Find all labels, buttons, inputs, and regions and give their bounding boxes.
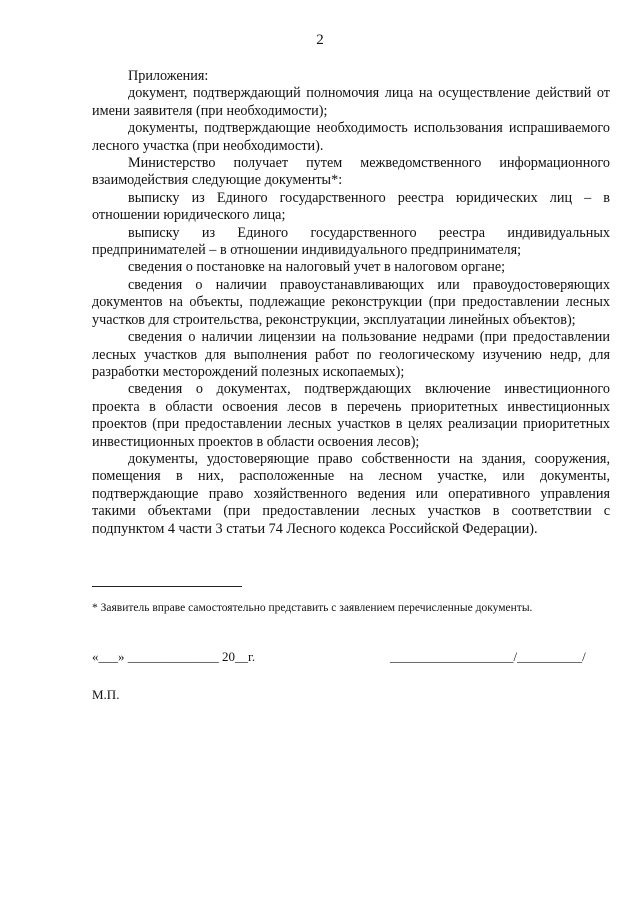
paragraph-entrepreneur-extract: выписку из Единого государственного реестра индивидуальных предпринимателей – в отношении индивидуального предпринимателя; <box>92 224 610 259</box>
paragraph-ownership-documents: документы, удостоверяющие право собственности на здания, сооружения, помещения в них, расположенные на лесном участке, или документы, подтверждающие право хозяйственного ведения или оперативного управления такими объектами (при предоставлении лесных участков в соответствии с подпунктом 4 части 3 статьи 74 Лесного кодекса Российской Федерации). <box>92 450 610 537</box>
signature-field: ___________________/__________/ <box>390 649 586 664</box>
paragraph-title-documents: сведения о наличии правоустанавливающих или правоудостоверяющих документов на объекты, подлежащие реконструкции (при предоставлении лесных участков для строительства, реконструкции, эксплуатации линейных объектов); <box>92 276 610 328</box>
paragraph-authority-document: документ, подтверждающий полномочия лица на осуществление действий от имени заявителя (при необходимости); <box>92 85 610 119</box>
footnote: * Заявитель вправе самостоятельно представить с заявлением перечисленные документы. <box>92 602 533 614</box>
page-number: 2 <box>316 32 324 48</box>
paragraph-subsoil-license: сведения о наличии лицензии на пользование недрами (при предоставлении лесных участков для выполнения работ по геологическому изучению недр, для разработки месторождений полезных ископаемых); <box>92 329 610 380</box>
paragraph-necessity-documents: документы, подтверждающие необходимость использования испрашиваемого лесного участка (при необходимости). <box>92 120 610 154</box>
paragraph-tax-registration: сведения о постановке на налоговый учет в налоговом органе; <box>128 259 506 276</box>
document-body <box>92 68 610 538</box>
paragraph-legal-entity-extract: выписку из Единого государственного реестра юридических лиц – в отношении юридического лица; <box>92 189 610 224</box>
footnote-divider <box>92 586 242 587</box>
attachments-heading: Приложения: <box>128 68 209 84</box>
paragraph-investment-project: сведения о документах, подтверждающих включение инвестиционного проекта в области освоения лесов в перечень приоритетных инвестиционных проектов (при предоставлении лесных участков в целях реализации приоритетных инвестиционных проектов в области освоения лесов); <box>92 381 610 450</box>
date-field: «___» ______________ 20__г. <box>92 649 256 664</box>
stamp-placeholder: М.П. <box>92 687 120 702</box>
paragraph-ministry-receives: Министерство получает путем межведомственного информационного взаимодействия следующие документы*: <box>92 155 610 189</box>
